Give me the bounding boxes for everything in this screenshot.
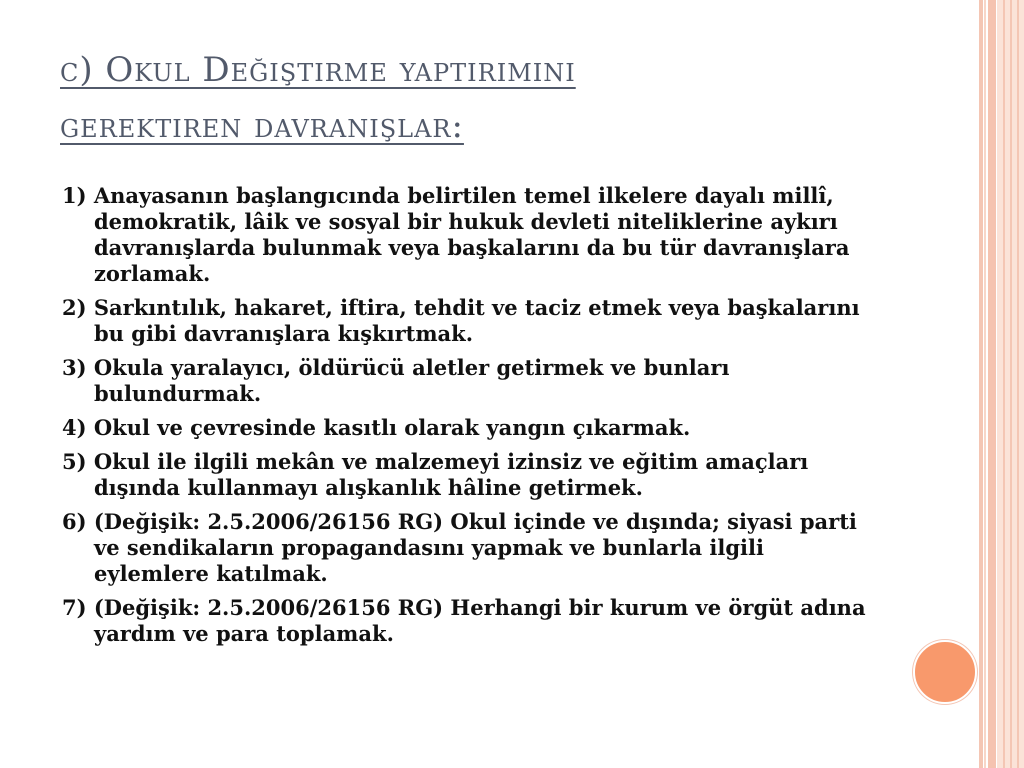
list-item: 7) (Değişik: 2.5.2006/26156 RG) Herhangi bir kurum ve örgüt adına yardım ve para toplamak. bbox=[62, 595, 866, 646]
decorative-stripe bbox=[1017, 0, 1019, 768]
list-item: 1) Anayasanın başlangıcında belirtilen temel ilkelere dayalı millî, demokratik, lâik ve sosyal bir hukuk devleti niteliklerine aykırı davranışlarda bulunmak veya başkalarını da bu tür davranışlara zorlamak. bbox=[62, 183, 850, 286]
decorative-stripe bbox=[979, 0, 983, 768]
behavior-list bbox=[62, 183, 882, 655]
decorative-stripe bbox=[988, 0, 996, 768]
list-item: 5) Okul ile ilgili mekân ve malzemeyi izinsiz ve eğitim amaçları dışında kullanmayı alışkanlık hâline getirmek. bbox=[62, 449, 809, 500]
list-item: 6) (Değişik: 2.5.2006/26156 RG) Okul içinde ve dışında; siyasi parti ve sendikaların propagandasını yapmak ve bunlarla ilgili eylemlere katılmak. bbox=[62, 509, 857, 586]
decorative-stripe bbox=[984, 0, 986, 768]
decorative-circle bbox=[913, 640, 977, 704]
list-item: 2) Sarkıntılık, hakaret, iftira, tehdit ve taciz etmek veya başkalarını bu gibi davranışlara kışkırtmak. bbox=[62, 295, 860, 346]
slide-title bbox=[60, 42, 920, 154]
slide-title-line-1: c) Okul Değiştirme yaptirimini bbox=[60, 50, 576, 90]
list-item: 3) Okula yaralayıcı, öldürücü aletler getirmek ve bunları bulundurmak. bbox=[62, 355, 730, 406]
list-item: 4) Okul ve çevresinde kasıtlı olarak yangın çıkarmak. bbox=[62, 415, 691, 440]
decorative-stripe bbox=[1010, 0, 1012, 768]
decorative-stripe bbox=[1003, 0, 1005, 768]
slide-title-line-2: gerektiren davranişlar: bbox=[60, 106, 464, 146]
